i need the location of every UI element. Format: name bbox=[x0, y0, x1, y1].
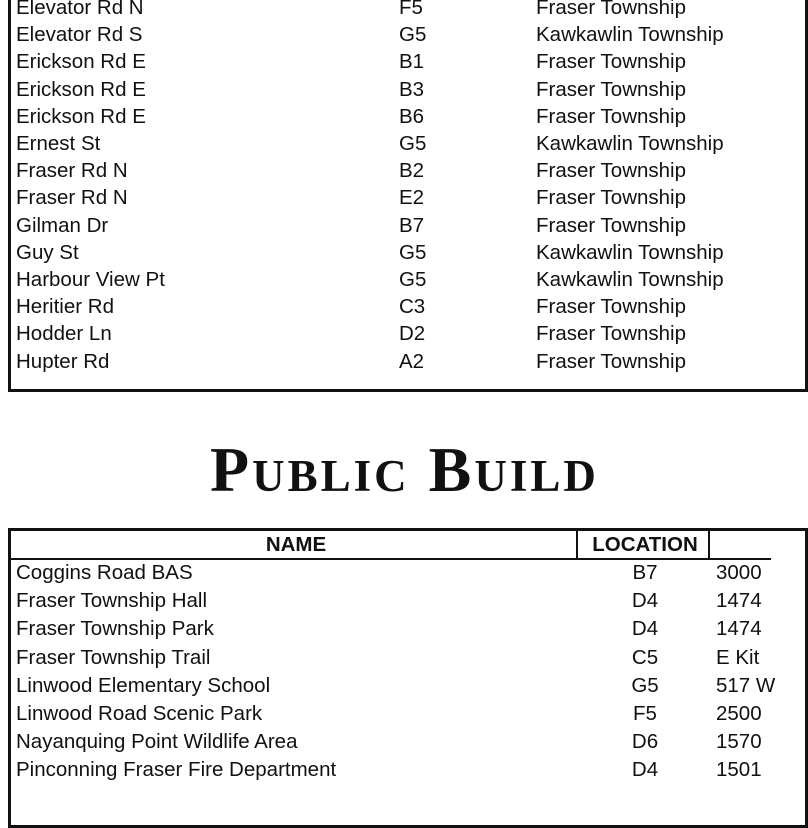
township: Kawkawlin Township bbox=[536, 132, 724, 155]
grid-location: E2 bbox=[399, 186, 425, 210]
grid-location: C5 bbox=[631, 645, 659, 669]
street-name: Hodder Ln bbox=[16, 322, 112, 346]
address: 2500 bbox=[716, 702, 762, 725]
street-name: Guy St bbox=[16, 240, 79, 264]
column-divider bbox=[708, 531, 710, 558]
township: Fraser Township bbox=[536, 322, 687, 346]
table-row bbox=[16, 700, 776, 728]
street-name: Elevator Rd N bbox=[16, 0, 144, 19]
building-name: Fraser Township Trail bbox=[16, 645, 211, 669]
grid-location: B7 bbox=[399, 213, 425, 237]
table-row bbox=[16, 157, 776, 184]
table-row bbox=[16, 644, 776, 672]
township: Fraser Township bbox=[536, 186, 687, 210]
grid-location: D4 bbox=[631, 758, 659, 782]
column-divider bbox=[576, 531, 578, 558]
grid-location: G5 bbox=[399, 240, 427, 264]
building-name: Nayanquing Point Wildlife Area bbox=[16, 730, 298, 754]
table-row bbox=[16, 587, 776, 615]
table-row bbox=[16, 184, 776, 211]
table-row bbox=[16, 756, 776, 784]
grid-location: F5 bbox=[399, 0, 423, 19]
address: 3000 bbox=[716, 561, 762, 584]
grid-location: D4 bbox=[631, 589, 659, 613]
building-name: Fraser Township Hall bbox=[16, 589, 208, 613]
grid-location: B7 bbox=[632, 561, 658, 584]
address: 1501 bbox=[716, 758, 762, 782]
township: Fraser Township bbox=[536, 50, 687, 74]
street-name: Erickson Rd E bbox=[16, 104, 146, 128]
grid-location: B6 bbox=[399, 104, 425, 128]
table-row bbox=[16, 212, 776, 239]
table-row bbox=[16, 0, 776, 21]
address: 1474 bbox=[716, 589, 762, 613]
street-name: Fraser Rd N bbox=[16, 159, 128, 183]
table-row bbox=[16, 293, 776, 320]
township: Fraser Township bbox=[536, 77, 687, 101]
grid-location: B1 bbox=[399, 50, 425, 74]
grid-location: G5 bbox=[399, 132, 427, 155]
township: Fraser Township bbox=[536, 0, 687, 19]
grid-location: G5 bbox=[399, 268, 427, 291]
building-name: Linwood Elementary School bbox=[16, 673, 271, 697]
building-name: Fraser Township Park bbox=[16, 617, 214, 641]
table-row bbox=[16, 672, 776, 700]
grid-location: F5 bbox=[633, 702, 657, 725]
address: 517 W bbox=[716, 673, 776, 697]
street-name: Elevator Rd S bbox=[16, 23, 143, 47]
grid-location: B3 bbox=[399, 77, 425, 101]
building-name: Pinconning Fraser Fire Department bbox=[16, 758, 337, 782]
township: Fraser Township bbox=[536, 104, 687, 128]
table-row bbox=[16, 348, 776, 375]
table-row bbox=[16, 130, 776, 157]
grid-location: D2 bbox=[399, 322, 426, 346]
grid-location: C3 bbox=[399, 295, 426, 319]
table-row bbox=[16, 21, 776, 48]
grid-location: B2 bbox=[399, 159, 425, 183]
street-name: Hupter Rd bbox=[16, 349, 110, 373]
address: 1474 bbox=[716, 617, 762, 641]
address: E Kit bbox=[716, 645, 760, 669]
table-row bbox=[16, 320, 776, 347]
street-name: Ernest St bbox=[16, 132, 101, 155]
street-name: Harbour View Pt bbox=[16, 268, 165, 291]
table-row bbox=[16, 76, 776, 103]
street-name: Gilman Dr bbox=[16, 213, 109, 237]
table-row bbox=[16, 239, 776, 266]
township: Fraser Township bbox=[536, 159, 687, 183]
township: Kawkawlin Township bbox=[536, 23, 724, 47]
township: Kawkawlin Township bbox=[536, 240, 724, 264]
street-name: Erickson Rd E bbox=[16, 50, 146, 74]
street-name: Fraser Rd N bbox=[16, 186, 128, 210]
grid-location: G5 bbox=[631, 673, 659, 697]
street-name: Erickson Rd E bbox=[16, 77, 146, 101]
building-name: Coggins Road BAS bbox=[16, 561, 193, 584]
township: Kawkawlin Township bbox=[536, 268, 724, 291]
table-row bbox=[16, 103, 776, 130]
table-row bbox=[16, 615, 776, 643]
table-row bbox=[16, 728, 776, 756]
grid-location: D4 bbox=[631, 617, 659, 641]
building-name: Linwood Road Scenic Park bbox=[16, 702, 263, 725]
township: Fraser Township bbox=[536, 213, 687, 237]
table-row bbox=[16, 48, 776, 75]
column-header-location: LOCATION bbox=[592, 533, 698, 556]
grid-location: D6 bbox=[631, 730, 659, 754]
street-name: Heritier Rd bbox=[16, 295, 114, 319]
address: 1570 bbox=[716, 730, 762, 754]
table-row bbox=[16, 266, 776, 293]
township: Fraser Township bbox=[536, 349, 687, 373]
township: Fraser Township bbox=[536, 295, 687, 319]
column-header-name: NAME bbox=[265, 533, 327, 556]
section-title: Public Build bbox=[210, 434, 599, 505]
table-row bbox=[16, 559, 776, 587]
public-buildings-header-row bbox=[16, 531, 776, 558]
grid-location: G5 bbox=[399, 23, 427, 47]
grid-location: A2 bbox=[399, 349, 425, 373]
